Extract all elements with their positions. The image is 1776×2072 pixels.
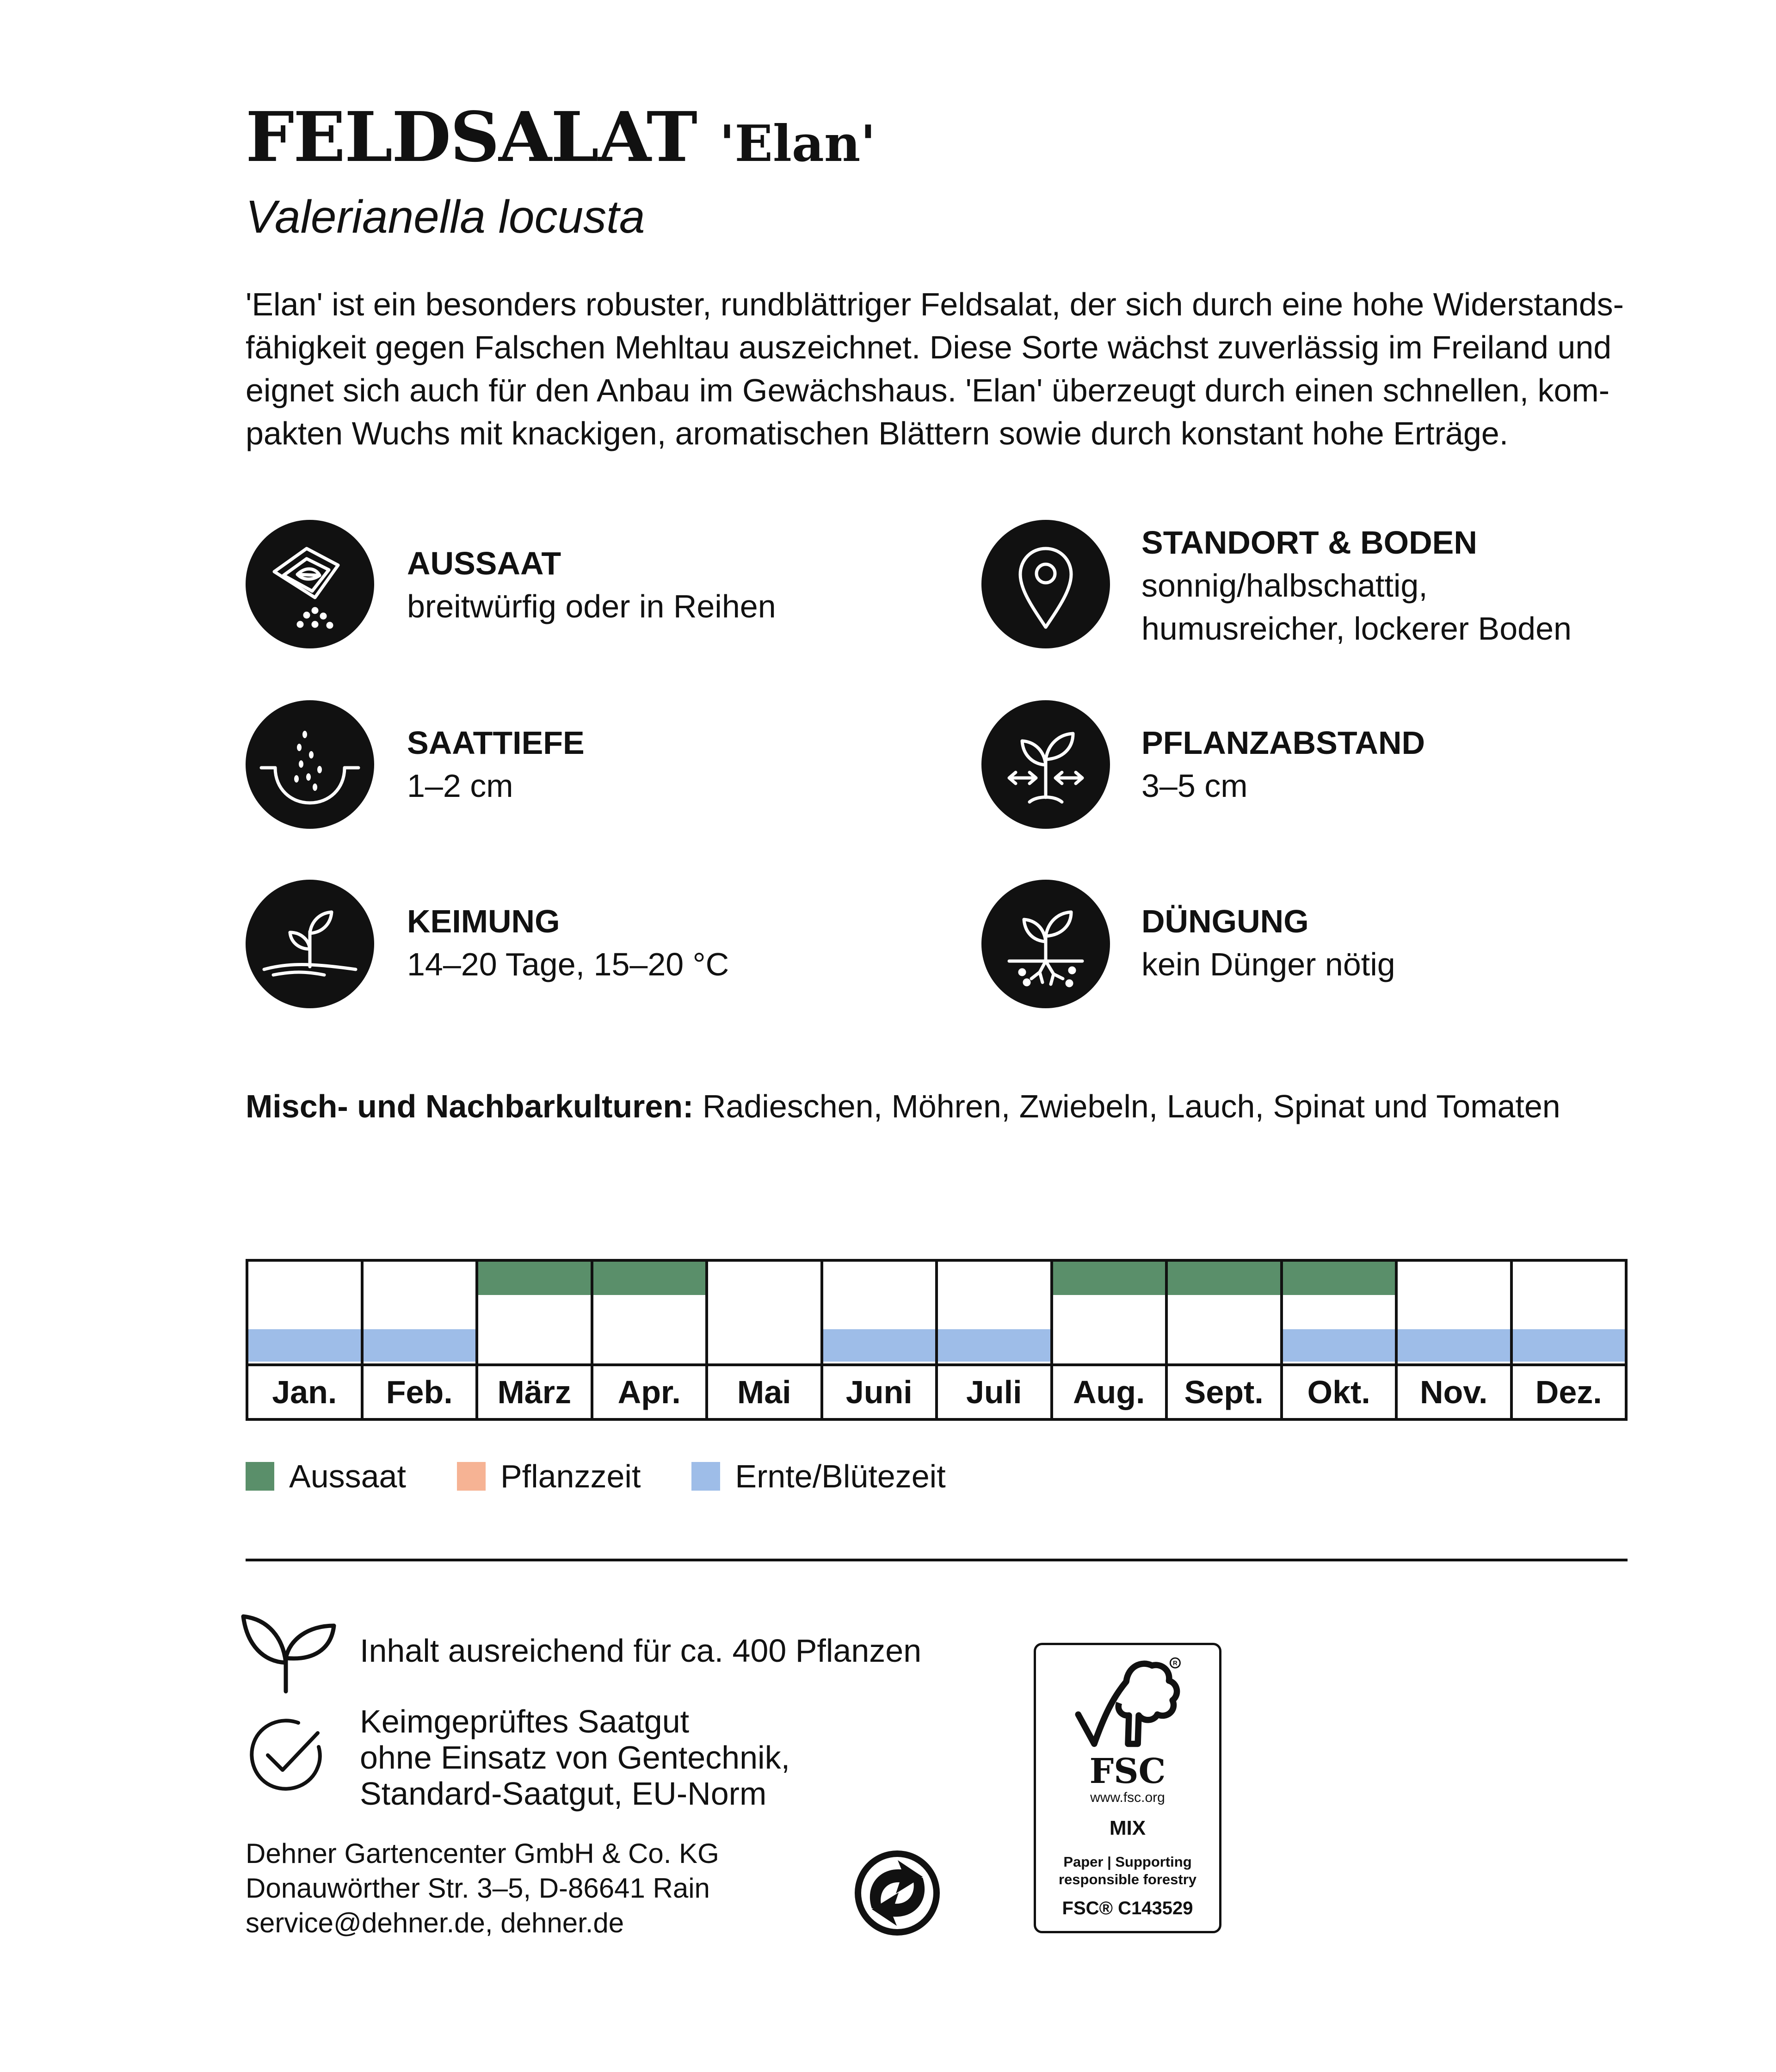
fsc-url: www.fsc.org (1090, 1790, 1165, 1805)
calendar-month (364, 1262, 479, 1418)
address-line: Dehner Gartencenter GmbH & Co. KG (246, 1838, 719, 1869)
leaves-icon (234, 1607, 343, 1695)
quality-line: Standard-Saatgut, EU-Norm (360, 1776, 767, 1812)
seed-packet-icon (246, 520, 374, 648)
legend-label: Pflanzzeit (500, 1458, 641, 1494)
info-heading: AUSSAAT (407, 545, 561, 581)
calendar-month (1168, 1262, 1283, 1418)
companion-label: Misch- und Nachbarkulturen: (246, 1088, 694, 1124)
legend-swatch (246, 1462, 274, 1491)
fsc-code: FSC® C143529 (1062, 1898, 1193, 1918)
month-label: Apr. (593, 1363, 706, 1418)
month-label: Juni (823, 1363, 936, 1418)
info-text: sonnig/halbschattig, (1141, 567, 1428, 604)
legend-swatch (457, 1462, 486, 1491)
product-title (246, 97, 876, 177)
info-keimung (407, 900, 729, 986)
info-text: 3–5 cm (1141, 768, 1248, 804)
fsc-line: responsible forestry (1058, 1871, 1197, 1887)
checkmark-circle-icon (244, 1714, 327, 1798)
calendar-month (1283, 1262, 1398, 1418)
info-aussaat (407, 542, 776, 628)
month-label: Feb. (364, 1363, 476, 1418)
sowing-depth-icon (246, 700, 374, 829)
aussaat-bar (593, 1262, 706, 1295)
sprout-icon (246, 880, 374, 1008)
month-label: Nov. (1398, 1363, 1510, 1418)
info-heading: STANDORT & BODEN (1141, 524, 1477, 561)
content-info: Inhalt ausreichend für ca. 400 Pflanzen (360, 1633, 922, 1669)
description-line: fähigkeit gegen Falschen Mehltau auszeichnet. Diese Sorte wächst zuverlässig im Freiland und (246, 329, 1612, 365)
info-heading: DÜNGUNG (1141, 903, 1309, 939)
info-text: breitwürfig oder in Reihen (407, 588, 776, 624)
legend-label: Ernte/Blütezeit (735, 1458, 946, 1494)
ernte-bar (823, 1329, 936, 1362)
fertilizer-icon (981, 880, 1110, 1008)
month-label: Sept. (1168, 1363, 1280, 1418)
plant-spacing-icon (981, 700, 1110, 829)
ernte-bar (1513, 1329, 1625, 1362)
info-text: 14–20 Tage, 15–20 °C (407, 946, 729, 982)
month-label: Mai (708, 1363, 820, 1418)
quality-line: Keimgeprüftes Saatgut (360, 1703, 690, 1739)
legend-ernte (691, 1458, 945, 1495)
calendar-month (1398, 1262, 1513, 1418)
calendar-month (248, 1262, 364, 1418)
calendar-month (593, 1262, 709, 1418)
companion-plants (246, 1088, 1560, 1125)
calendar-month (823, 1262, 938, 1418)
info-heading: KEIMUNG (407, 903, 560, 939)
svg-text:R: R (1173, 1659, 1178, 1667)
description-line: pakten Wuchs mit knackigen, aromatischen Blättern sowie durch konstant hohe Erträge. (246, 415, 1509, 451)
aussaat-bar (1283, 1262, 1395, 1295)
info-saattiefe (407, 722, 585, 808)
quality-info (360, 1703, 790, 1812)
fsc-tree-logo (1036, 1645, 1219, 1761)
info-heading: SAATTIEFE (407, 725, 585, 761)
product-description (246, 283, 1642, 455)
aussaat-bar (1053, 1262, 1166, 1295)
divider (246, 1559, 1628, 1561)
fsc-mix: MIX (1109, 1817, 1146, 1839)
calendar-month (478, 1262, 593, 1418)
legend-aussaat (246, 1458, 406, 1495)
address-line: Donauwörther Str. 3–5, D-86641 Rain (246, 1873, 710, 1904)
calendar-month (938, 1262, 1053, 1418)
description-line: eignet sich auch für den Anbau im Gewächshaus. 'Elan' überzeugt durch einen schnellen, kom- (246, 372, 1610, 408)
ernte-bar (1398, 1329, 1510, 1362)
legend-swatch (691, 1462, 720, 1491)
month-label: Okt. (1283, 1363, 1395, 1418)
calendar-legend (246, 1458, 997, 1495)
info-text: humusreicher, lockerer Boden (1141, 610, 1572, 647)
legend-label: Aussaat (289, 1458, 406, 1494)
fsc-line: Paper | Supporting (1063, 1854, 1192, 1870)
ernte-bar (938, 1329, 1050, 1362)
aussaat-bar (1168, 1262, 1280, 1295)
info-standort (1141, 521, 1572, 650)
month-label: Aug. (1053, 1363, 1166, 1418)
info-pflanzabstand (1141, 722, 1425, 808)
month-label: Dez. (1513, 1363, 1625, 1418)
ernte-bar (1283, 1329, 1395, 1362)
calendar-month (1513, 1262, 1625, 1418)
info-text: kein Dünger nötig (1141, 946, 1395, 982)
calendar-month (708, 1262, 823, 1418)
info-duengung (1141, 900, 1395, 986)
green-dot-icon (853, 1849, 941, 1937)
aussaat-bar (478, 1262, 591, 1295)
variety-name: 'Elan' (719, 115, 876, 173)
company-address (246, 1836, 719, 1940)
legend-pflanzzeit (457, 1458, 641, 1495)
ernte-bar (248, 1329, 361, 1362)
month-label: Jan. (248, 1363, 361, 1418)
product-name: FELDSALAT (246, 97, 697, 177)
quality-line: ohne Einsatz von Gentechnik, (360, 1739, 790, 1776)
fsc-label (1034, 1643, 1221, 1933)
ernte-bar (364, 1329, 476, 1362)
month-label: März (478, 1363, 591, 1418)
location-pin-icon (981, 520, 1110, 648)
calendar-month (1053, 1262, 1168, 1418)
companion-text: Radieschen, Möhren, Zwiebeln, Lauch, Spinat und Tomaten (702, 1088, 1560, 1124)
latin-name: Valerianella locusta (246, 191, 645, 243)
description-line: 'Elan' ist ein besonders robuster, rundblättriger Feldsalat, der sich durch eine hohe Widerstands- (246, 286, 1624, 322)
month-label: Juli (938, 1363, 1050, 1418)
sowing-calendar (246, 1259, 1628, 1421)
info-text: 1–2 cm (407, 768, 513, 804)
fsc-brand: FSC (1089, 1751, 1166, 1791)
address-line: service@dehner.de, dehner.de (246, 1907, 624, 1938)
info-heading: PFLANZABSTAND (1141, 725, 1425, 761)
